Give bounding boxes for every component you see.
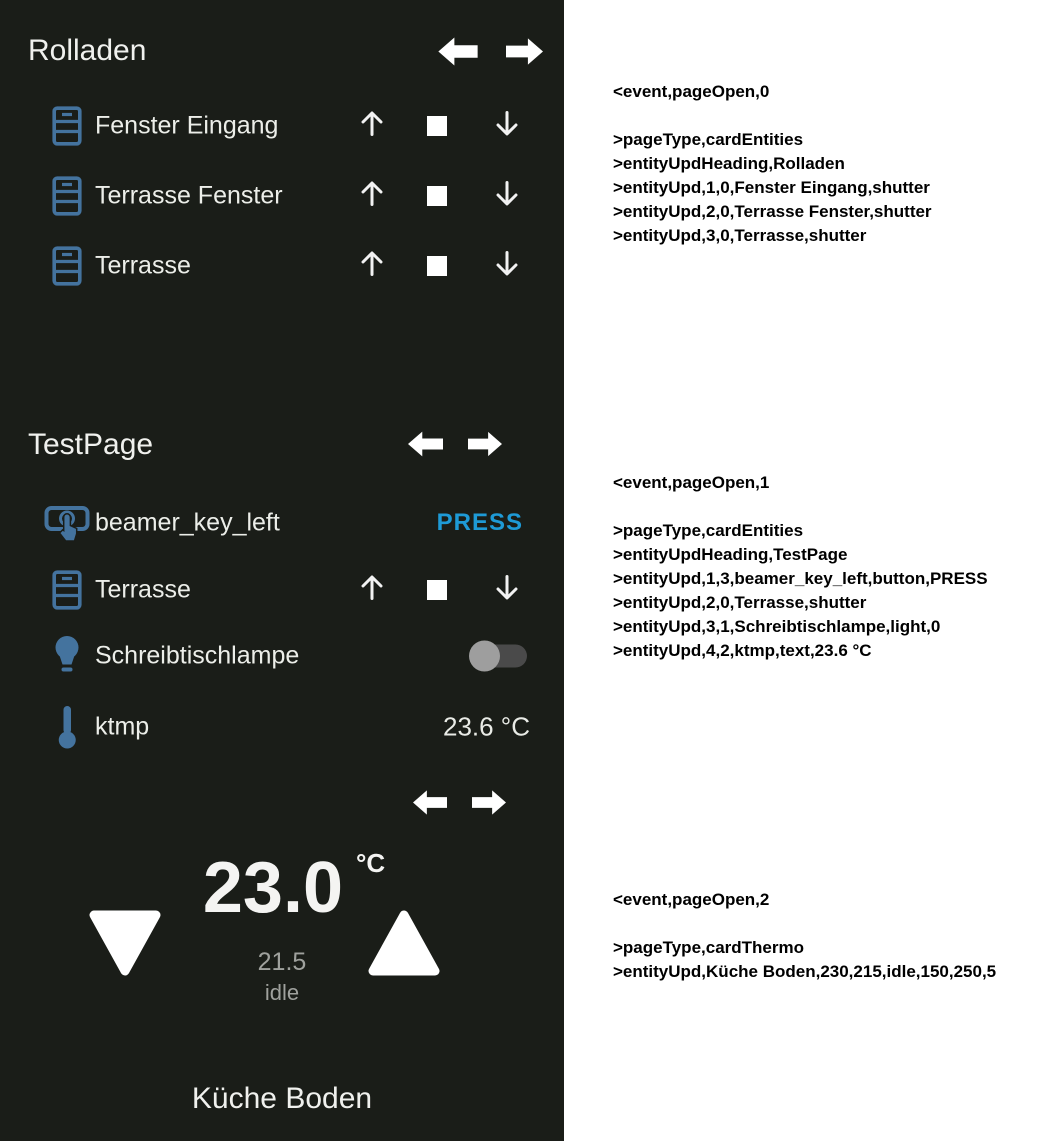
shutter-down-button[interactable] — [492, 179, 522, 214]
entity-row — [0, 91, 564, 161]
card-testpage — [0, 380, 564, 760]
window-shutter-icon — [42, 555, 92, 625]
shutter-up-button[interactable] — [357, 109, 387, 144]
protocol-line: >entityUpd,2,0,Terrasse Fenster,shutter — [613, 202, 932, 221]
nav-next-button[interactable] — [472, 787, 506, 823]
arrow-up-icon — [357, 573, 387, 603]
shutter-down-button[interactable] — [492, 573, 522, 608]
entity-label: Terrasse Fenster — [95, 181, 283, 210]
arrow-up-icon — [357, 179, 387, 209]
protocol-line: <event,pageOpen,1 — [613, 473, 770, 492]
entity-label: beamer_key_left — [95, 508, 280, 537]
arrow-left-bold-icon — [408, 429, 443, 459]
light-toggle[interactable] — [475, 645, 527, 668]
entity-label: Terrasse — [95, 575, 191, 604]
entity-row — [0, 488, 564, 558]
arrow-left-bold-icon — [413, 787, 447, 818]
card-rolladen — [0, 0, 564, 380]
entity-row — [0, 555, 564, 625]
protocol-line: <event,pageOpen,0 — [613, 82, 770, 101]
protocol-line: >entityUpd,1,0,Fenster Eingang,shutter — [613, 178, 930, 197]
nav-next-button[interactable] — [468, 429, 502, 464]
toggle-knob — [469, 641, 500, 672]
protocol-line: >entityUpd,Küche Boden,230,215,idle,150,250,5 — [613, 962, 997, 981]
nav-next-button[interactable] — [506, 36, 543, 72]
arrow-left-bold-icon — [438, 36, 478, 67]
protocol-line: >entityUpd,1,3,beamer_key_left,button,PRESS — [613, 569, 988, 588]
window-shutter-icon — [42, 91, 92, 161]
entity-row — [0, 161, 564, 231]
shutter-up-button[interactable] — [357, 179, 387, 214]
arrow-right-bold-icon — [506, 36, 543, 67]
nav-prev-button[interactable] — [413, 787, 447, 823]
arrow-up-icon — [357, 249, 387, 279]
gesture-tap-button-icon — [42, 488, 92, 558]
entity-row — [0, 692, 564, 762]
protocol-line — [613, 104, 932, 128]
thermostat-name: Küche Boden — [191, 1082, 373, 1115]
window-shutter-icon — [42, 231, 92, 301]
nav-prev-button[interactable] — [408, 429, 443, 464]
shutter-stop-button[interactable] — [427, 580, 447, 600]
shutter-stop-button[interactable] — [427, 116, 447, 136]
arrow-right-bold-icon — [472, 787, 506, 818]
protocol-line — [613, 912, 996, 936]
shutter-stop-button[interactable] — [427, 186, 447, 206]
protocol-line: >entityUpd,3,1,Schreibtischlampe,light,0 — [613, 617, 941, 636]
arrow-down-icon — [492, 573, 522, 603]
current-temperature: 23.0 — [202, 848, 343, 928]
shutter-up-button[interactable] — [357, 573, 387, 608]
entity-row — [0, 231, 564, 301]
arrow-up-icon — [357, 109, 387, 139]
shutter-down-button[interactable] — [492, 109, 522, 144]
nav-prev-button[interactable] — [438, 36, 478, 72]
entity-label: Terrasse — [95, 251, 191, 280]
protocol-line: >entityUpd,2,0,Terrasse,shutter — [613, 593, 867, 612]
entity-label: ktmp — [95, 712, 150, 741]
temperature-unit: °C — [356, 848, 386, 878]
entity-label: Fenster Eingang — [95, 111, 279, 140]
arrow-right-bold-icon — [468, 429, 502, 459]
protocol-line: >pageType,cardThermo — [613, 938, 804, 957]
protocol-line: >entityUpd,4,2,ktmp,text,23.6 °C — [613, 641, 872, 660]
entity-row — [0, 621, 564, 691]
protocol-block-page2 — [613, 888, 996, 984]
sensor-value: 23.6 °C — [442, 711, 530, 742]
protocol-line: >entityUpd,3,0,Terrasse,shutter — [613, 226, 867, 245]
arrow-down-icon — [492, 179, 522, 209]
arrow-down-icon — [492, 109, 522, 139]
window-shutter-icon — [42, 161, 92, 231]
arrow-down-icon — [492, 249, 522, 279]
page-title: TestPage — [28, 428, 154, 461]
card-thermo — [0, 760, 564, 1141]
protocol-line: >pageType,cardEntities — [613, 521, 804, 540]
protocol-line: <event,pageOpen,2 — [613, 890, 770, 909]
lightbulb-icon — [42, 621, 92, 691]
shutter-up-button[interactable] — [357, 249, 387, 284]
press-button[interactable]: PRESS — [436, 509, 523, 536]
thermometer-icon — [42, 692, 92, 762]
page-title: Rolladen — [28, 34, 147, 67]
entity-label: Schreibtischlampe — [95, 641, 300, 670]
protocol-line — [613, 495, 988, 519]
protocol-block-page0 — [613, 80, 932, 248]
protocol-line: >pageType,cardEntities — [613, 130, 804, 149]
protocol-line: >entityUpdHeading,TestPage — [613, 545, 848, 564]
protocol-block-page1 — [613, 471, 988, 663]
shutter-stop-button[interactable] — [427, 256, 447, 276]
protocol-line: >entityUpdHeading,Rolladen — [613, 154, 845, 173]
shutter-down-button[interactable] — [492, 249, 522, 284]
hvac-state: idle — [264, 980, 300, 1005]
setpoint-temperature: 21.5 — [257, 948, 307, 976]
